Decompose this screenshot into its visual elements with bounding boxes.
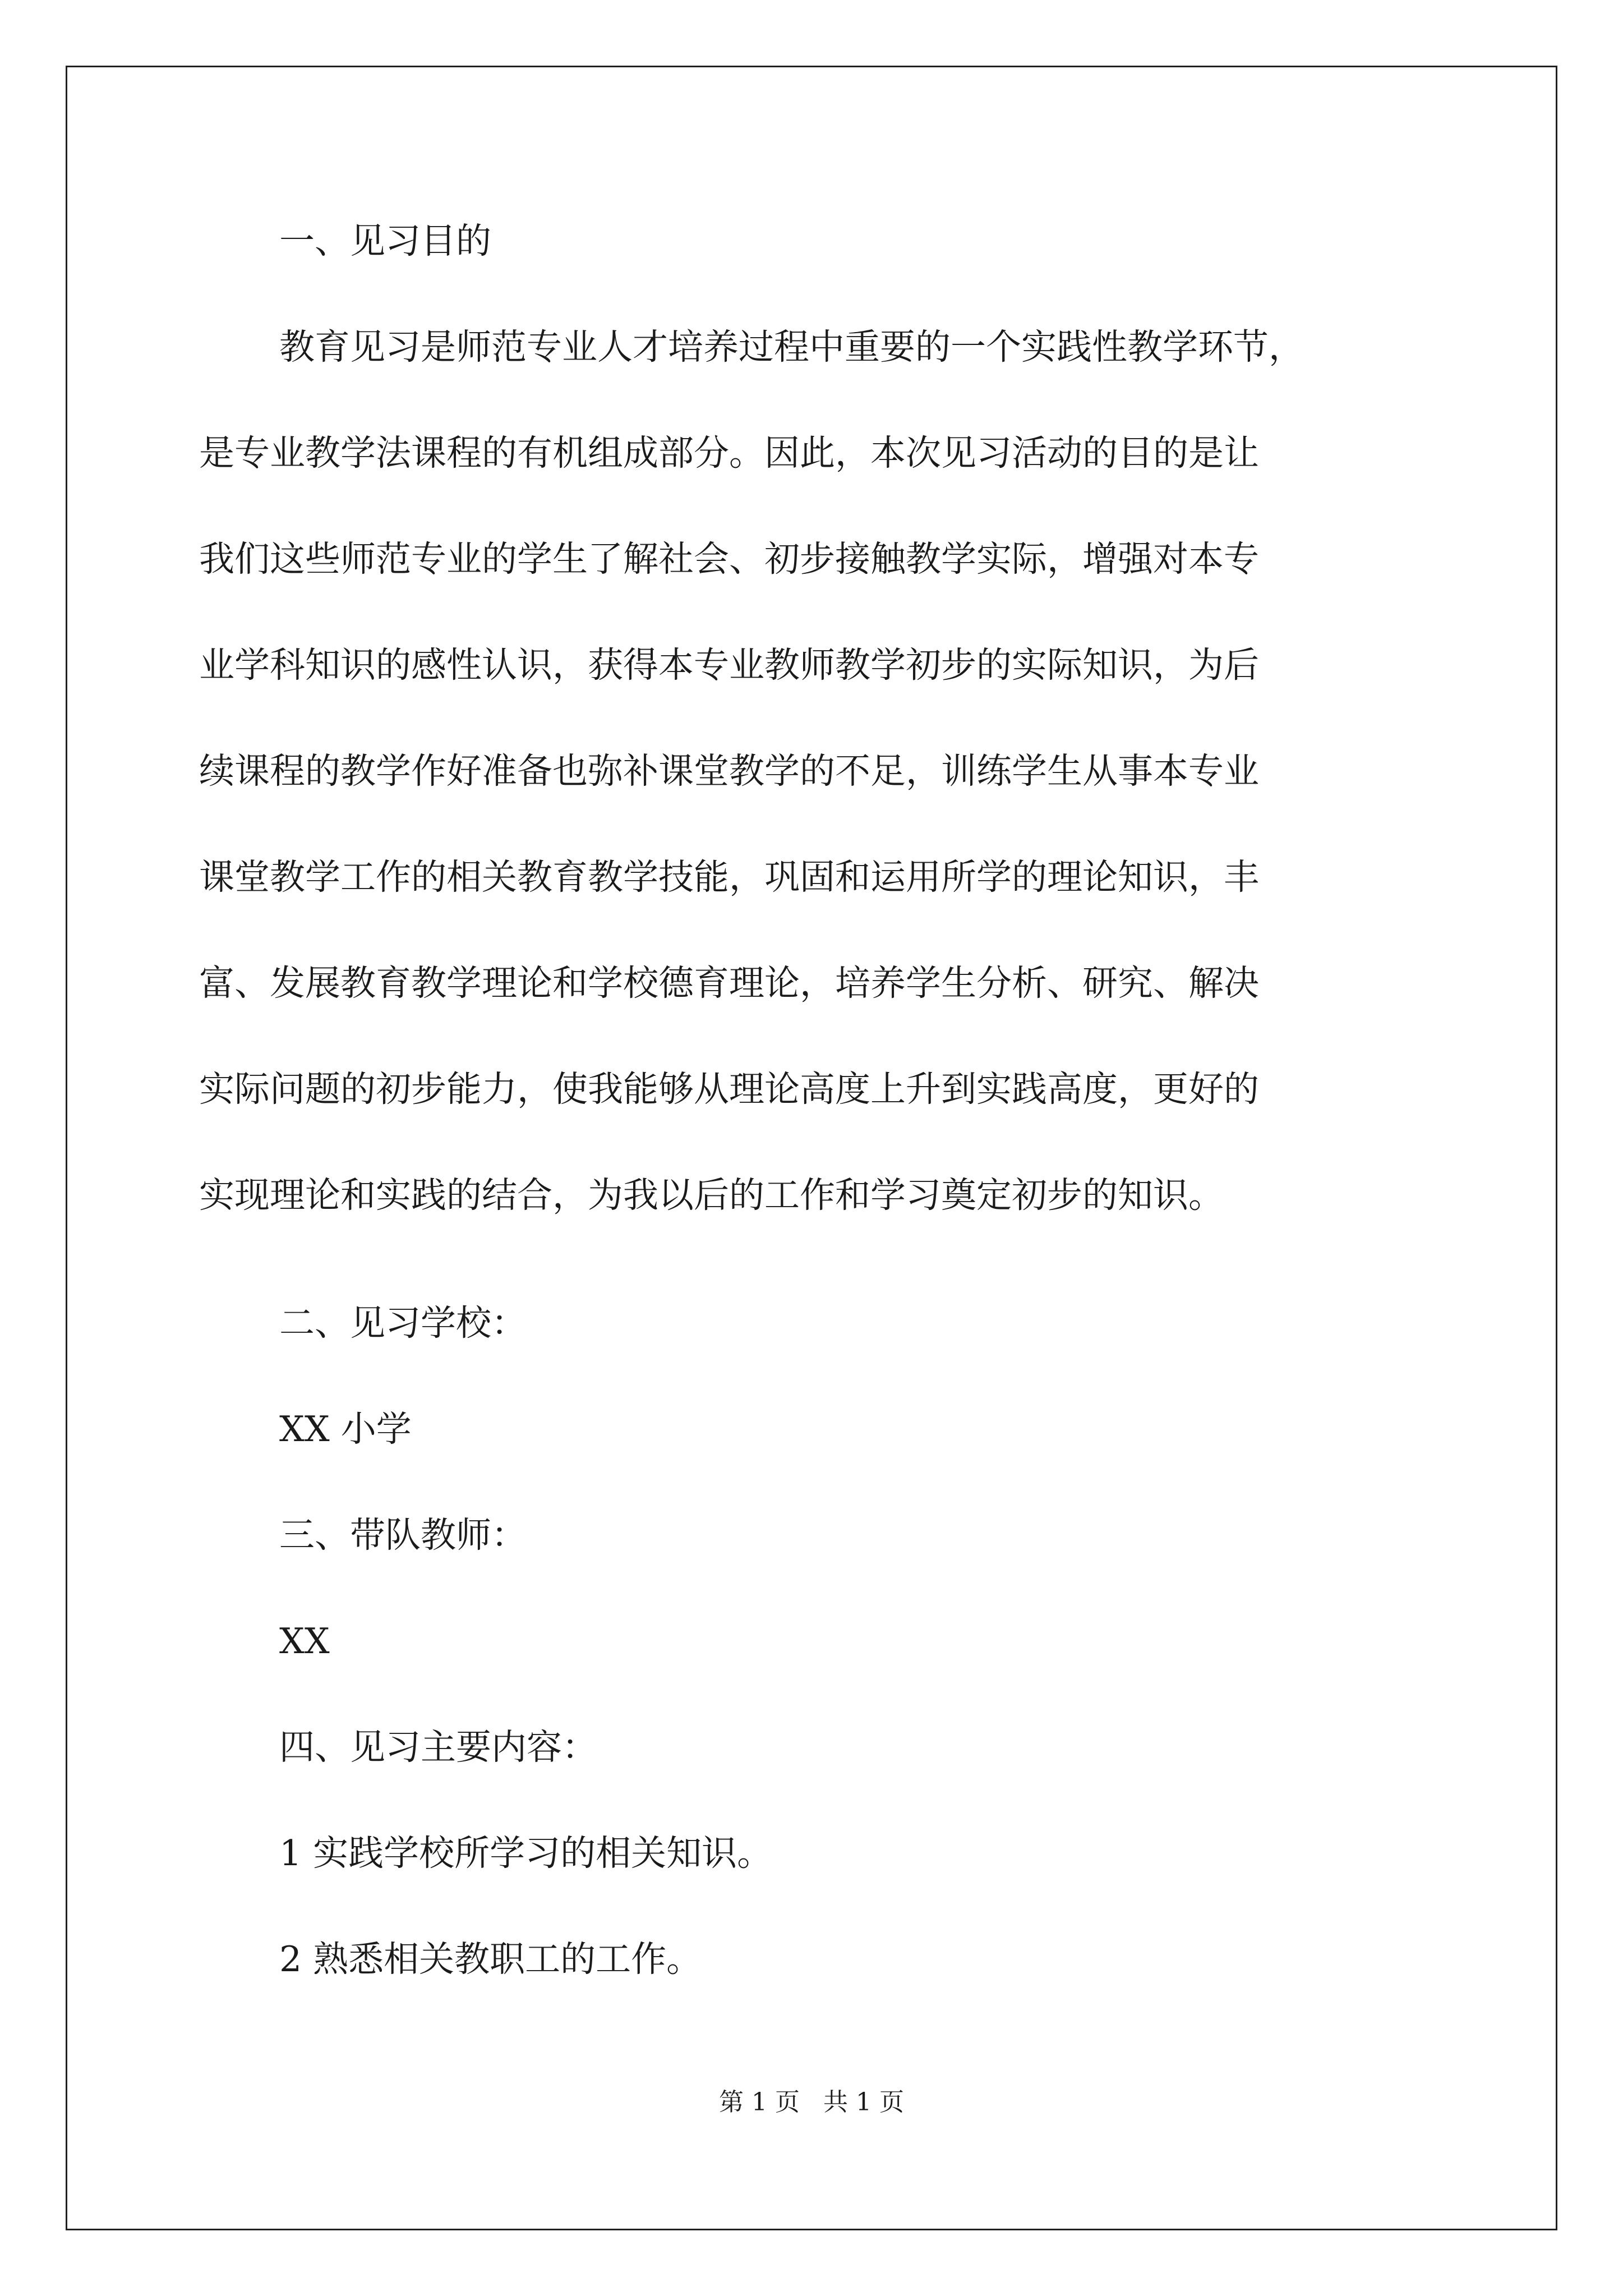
page-number-footer: 第 1 页 共 1 页 (719, 2088, 904, 2116)
content-item-1: 1 实践学校所学习的相关知识。 (279, 1833, 773, 1874)
teacher-name: XX (279, 1621, 330, 1662)
purpose-paragraph (199, 294, 1427, 1248)
paragraph-line: 实际问题的初步能力，使我能够从理论高度上升到实践高度，更好的 (199, 1069, 1259, 1110)
content-item-2: 2 熟悉相关教职工的工作。 (279, 1939, 702, 1980)
paragraph-line: 课堂教学工作的相关教育教学技能，巩固和运用所学的理论知识，丰 (199, 857, 1259, 898)
document-body (199, 210, 1427, 2035)
section-heading-content: 四、见习主要内容： (279, 1727, 597, 1768)
section-heading-school: 二、见习学校： (279, 1303, 527, 1343)
paragraph-line: 业学科知识的感性认识，获得本专业教师教学初步的实际知识，为后 (199, 645, 1259, 685)
paragraph-line: 是专业教学法课程的有机组成部分。因此，本次见习活动的目的是让 (199, 432, 1259, 473)
paragraph-line: 续课程的教学作好准备也弥补课堂教学的不足，训练学生从事本专业 (199, 751, 1259, 792)
paragraph-line: 教育见习是师范专业人才培养过程中重要的一个实践性教学环节， (279, 326, 1304, 367)
section-heading-teacher: 三、带队教师： (279, 1515, 527, 1556)
paragraph-line: 实现理论和实践的结合，为我以后的工作和学习奠定初步的知识。 (199, 1175, 1224, 1216)
paragraph-line: 我们这些师范专业的学生了解社会、初步接触教学实际，增强对本专 (199, 539, 1259, 579)
section-heading-purpose: 一、见习目的 (279, 220, 491, 261)
paragraph-line: 富、发展教育教学理论和学校德育理论，培养学生分析、研究、解决 (199, 963, 1259, 1004)
school-name: XX 小学 (279, 1409, 412, 1450)
